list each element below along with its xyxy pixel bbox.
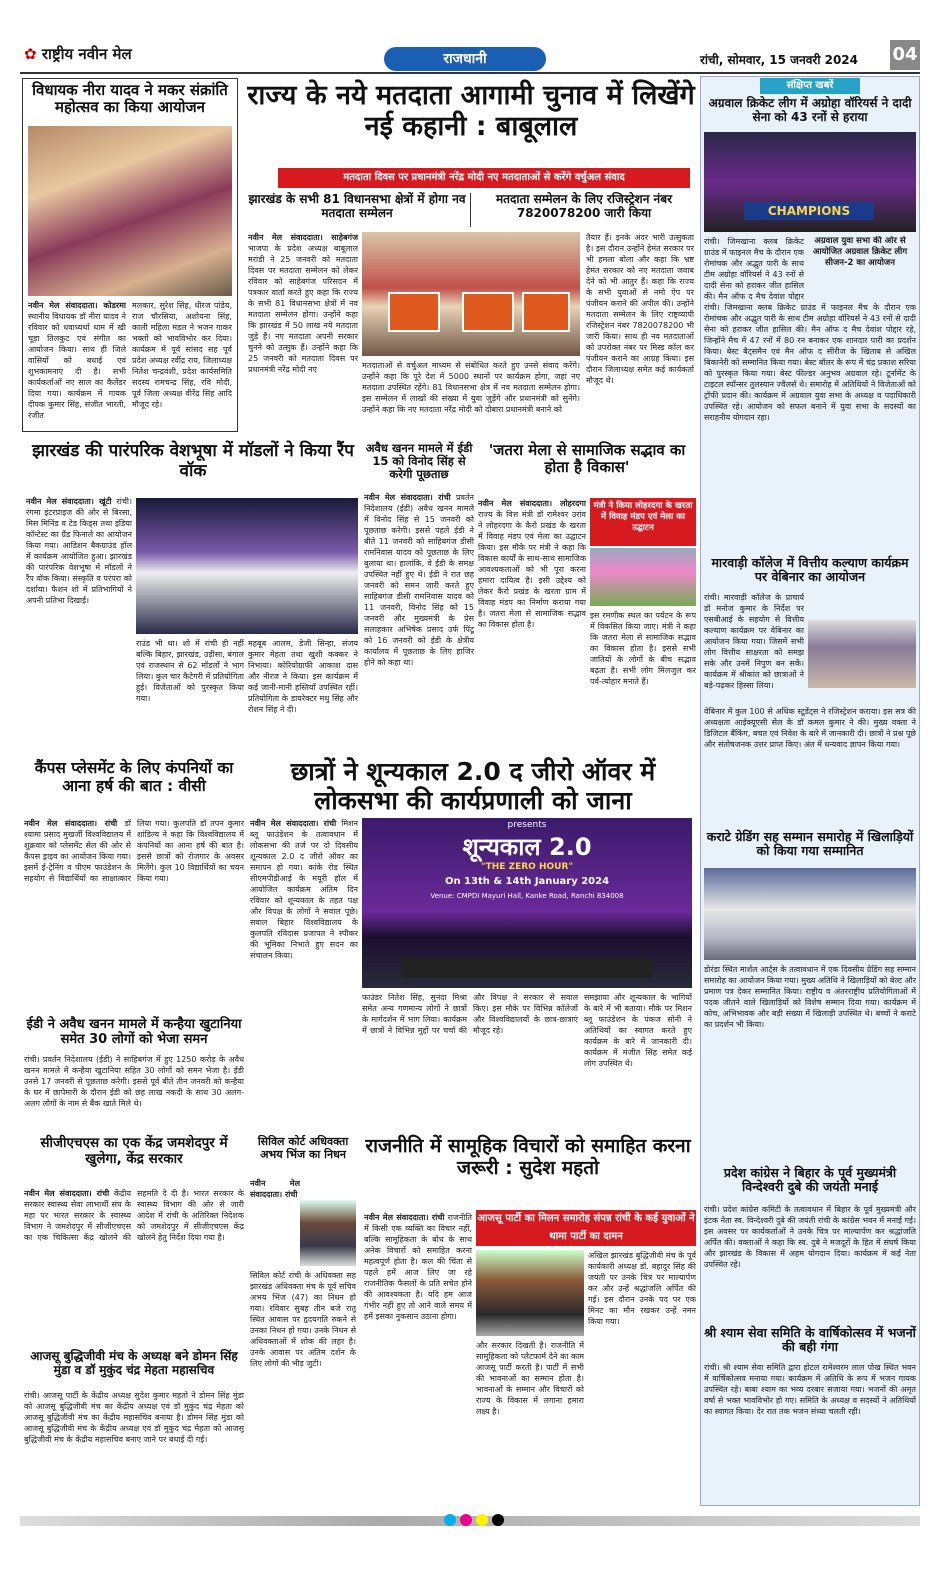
jatra-col-1 — [478, 498, 586, 750]
nira-col-2: मलकार, सुरेश सिंह, धीरज पांडेय, राज चौरसिया, अशोयना सिंह, काली महिला मंडल ने भजन गाकर भक्तों को भावविभोर कर दिया। कार्यक्रम में पूर्व सांसद सह पूर्व प्रदेश अध्यक्ष रवींद्र राय, जिलाध्यक्ष नितेश चन्द्रवंशी, प्रदेश कार्यसमिति सदस्य रामचन्द्र सिंह, रवि मोदी, पूर्व जिला अध्यक्ष वीरेंद्र सिंह आदि मौजूद रहे। — [132, 301, 232, 409]
nira-dateline: नवीन मेल संवाददाता। कोडरमा — [28, 301, 126, 310]
shunya-col-2: फाउंडर नितेश सिंह, सुनंदा मिश्रा समेत अन्य गणमान्य लोगों ने छात्रों के मार्गदर्शन में भाग लिया। कार्यक्रम में छात्रों ने विभिन्न मुद्दों पर चर्चा की और विपक्ष ने सरकार से सवाल किए। इस मौके पर विभिन्न कॉलेजों और विश्वविद्यालयों के छात्र-छात्राएं मौजूद रहे। — [362, 993, 578, 1035]
shunya-body-1: मिशन ब्लू फाउंडेशन के तत्वावधान में लोकसभा की तर्ज पर दो दिवसीय शून्यकाल 2.0 द जीरो ऑवर का समापन हो गया। कांके रोड स्थित सीएमपीडीआई के मयूरी हॉल में आयोजित कार्यक्रम अंतिम दिन रविवार को शून्यकाल के तहत पक्ष और विपक्ष के लोगों ने सवाल पूछे। सवाल बिहार विश्वविद्यालय के कुलपति रविदास प्रजापत ने स्पीकर की भूमिका निभाते हुए सदन का संचालन किया। — [250, 819, 358, 960]
cricket-photo — [704, 132, 916, 232]
nira-body-1: स्थानीय विधायक डॉ नीरा यादव ने रविवार को धवाध्यर्था धाम में खी चूड़ा तिलकुट एवं संगीत का आयोजन किया। साथ ही जिले वासियों को बधाई एवं शुभकामनाएं दी है। सभी कार्यकर्ताओं नए साल का कैलेंडर दिया गया। कार्यक्रम में गायक दीपक कुमार सिंह, संजीत भारती, रंजीत — [28, 312, 126, 420]
rajneeti-redbar: आजसू पार्टी का मिलन समारोह संपन्न रांची के कई युवाओं ने थामा पार्टी का दामन — [476, 1210, 696, 1246]
shunya-photo — [362, 818, 692, 988]
civil-photo — [300, 1200, 356, 1266]
karate-photo — [704, 868, 916, 960]
mela-body-1: रांची। रंगमा इंटरप्राइज की ओर से बिरसा, मिस मिनिंड व टेड किड्स तथा इंडिया कॉन्टेस्ट का ग्रैंड फिनाले का आयोजन किया गया। आडिशन बैकग्राउंड हॉल में कार्यक्रम आयोजित हुआ। झारखंड की पारंपरिक वेशभूषा में मॉडलों ने रैंप वॉक किया। संस्कृति व परंपरा को दर्शाया। फैशन शो में प्रतिभागियों ने अपनी प्रतिभा दिखाई। — [26, 497, 132, 605]
mela-headline: झारखंड की पारंपरिक वेशभूषा में मॉडलों ने किया रैंप वॉक — [32, 441, 354, 481]
champions-banner: CHAMPIONS — [744, 202, 874, 220]
shunya-dateline: नवीन मेल संवाददाता। रांची — [250, 819, 337, 828]
campus-body-text: डॉ श्यामा प्रसाद मुखर्जी विश्वविद्यालय में शुक्रवार को प्लेसमेंट सेल की ओर से कैंपस ड्राइव का आयोजन किया गया। इसमें ई-ट्रेनिंग व पीएम फाउंडेशन के सहयोग से विद्यार्थियों का साक्षात्कार लिया गया। कुलपति डॉ तपन कुमार शांडिल्य ने कहा कि विश्वविद्यालय में कंपनियों का आना हर्ष की बात है। इससे छात्रों को रोजगार के अवसर मिलेंगे। कुल 10 विद्यार्थियों का चयन किया गया। — [24, 819, 244, 883]
namo-placard-2 — [462, 292, 514, 332]
cgeas-headline: सीजीएचएस का एक केंद्र जमशेदपुर में खुलेगा, केंद्र सरकार — [40, 1135, 228, 1167]
lead-sub-right: मतदाता सम्मेलन के लिए रजिस्ट्रेशन नंबर 7820078200 जारी किया — [496, 192, 672, 220]
lead-redbar: मतदाता दिवस पर प्रधानमंत्री नरेंद्र मोदी नए मतदाताओं से करेंगे वर्चुअल संवाद — [278, 168, 690, 188]
mela-col-1 — [26, 496, 132, 750]
campus-headline: कैंपस प्लेसमेंट के लिए कंपनियों का आना हर्ष की बात : वीसी — [34, 759, 234, 795]
shunya-headline: छात्रों ने शून्यकाल 2.0 द जीरो ऑवर में लोकसभा की कार्यप्रणाली को जाना — [290, 757, 656, 815]
poster-subtitle: "THE ZERO HOUR" — [480, 862, 574, 872]
masthead-title: राष्ट्रीय नवीन मेल — [41, 45, 132, 63]
shunya-col-1 — [250, 818, 358, 1122]
campus-dateline: नवीन मेल संवाददाता। रांची — [24, 819, 118, 828]
jatra-headline: 'जतरा मेला से सामाजिक सद्भाव का होता है विकास' — [488, 441, 686, 477]
shyam-body: रांची। श्री श्याम सेवा समिति द्वारा होटल रामेश्वरम लाल पोख स्थित भवन में वार्षिकोत्सव मनाया गया। कार्यक्रम में अतिथि के रूप में भजन गायक उपस्थित रहे। बाबा श्याम का भव्य दरबार सजाया गया। भजनों की अमृत वर्षा से भक्त भावविभोर हो गए। समिति के अध्यक्ष व सदस्यों ने अतिथियों का स्वागत किया। देर रात तक भजन संध्या चलती रही। — [704, 1363, 916, 1416]
lead-headline: राज्य के नये मतदाता आगामी चुनाव में लिखेंगे नई कहानी : बाबूलाल — [247, 80, 695, 143]
shyam-headline: श्री श्याम सेवा समिति के वार्षिकोत्सव में भजनों की बही गंगा — [704, 1325, 916, 1355]
rajneeti-headline: राजनीति में सामूहिक विचारों को समाहित करना जरूरी : सुदेश महतो — [365, 1135, 691, 1179]
karate-body: डोरंडा स्थित मार्शल आर्ट्स के तत्वावधान में एक दिवसीय ग्रेडिंग सह सम्मान समारोह का आयोजन किया गया। मुख्य अतिथि ने खिलाड़ियों को बेल्ट और प्रमाण पत्र देकर सम्मानित किया। राष्ट्रीय व अंतरराष्ट्रीय प्रतियोगिताओं में पदक जीतने वाले खिलाड़ियों को विशेष सम्मान दिया गया। कार्यक्रम में कोच, अभिभावक और बड़ी संख्या में खिलाड़ी उपस्थित थे। बच्चों ने कराटे का प्रदर्शन भी किया। — [704, 965, 916, 1029]
jatra-col-2: इस रमणीक स्थल का पर्यटन के रूप में विकसित किया जाए। मंत्री ने कहा कि जतरा मेला से सामाजिक सद्भाव का विकास होता है। इससे सभी जातियों के लोगों के बीच सद्भाव बढ़ता है। सभी लोग मिलजुल कर पर्व-त्योहार मनाते हैं। — [590, 611, 696, 686]
poster-venue: Venue: CMPDI Mayuri Hall, Kanke Road, Ranchi 834008 — [430, 892, 624, 900]
cricket-body: रांची। जिमखाना क्लब क्रिकेट ग्राउंड में फाइनल मैच के दौरान एक रोमांचक और अद्भुत पारी के साथ टीम अग्रोहा वॉरियर्स ने 43 रनों से दादी सेना को हराकर जीत हासिल की। मैन ऑफ द मैच देवांश पोद्दार — [704, 237, 804, 301]
marwari-body-2: वेबिनार में कुल 100 से अधिक स्टूडेंट्स ने रजिस्ट्रेशन कराया। इस सत्र की अध्यक्षता आईक्यूएसी सेल के डॉ कमल कुमार ने की। मुख्य वक्ता ने डिजिटल बैंकिंग, बचत एवं निवेश के बारे में जानकारी दी। छात्रों ने प्रश्न पूछे और संतोषजनक उत्तर प्राप्त किए। अंत में धन्यवाद ज्ञापन किया गया। — [704, 707, 916, 749]
khanan-body: रांची। प्रवर्तन निदेशालय (ईडी) ने साहिबगंज में हुए 1250 करोड़ के अवैध खनन मामले में कन्हैया खुटानिया सहित 30 लोगों को समन भेजा है। ईडी उनसे 17 जनवरी से पूछताछ करेगी। इससे पूर्व बीते तीन जनवरी को कन्हैया के घर में छापेमारी के दौरान ईडी को छह लाख नकदी के साथ 30 अलग-अलग लोगों के नाम से बैंक खाते मिले थे। — [24, 1055, 244, 1108]
mela-col-3: महबूब आलम, डेजी सिन्हा, संजय कुमार मेहता तथा खुशी कक्कर ने निभाया। कोरियोग्राफी आकाश दास और नीरज ने किया। इस कार्यक्रम में कई जानी-मानी हस्तियाँ उपस्थित रहीं। प्रतियोगिता के डायरेक्टर मधु सिंह और रोशन सिंह ने दी। — [248, 639, 358, 714]
poster-title: शून्यकाल 2.0 — [462, 833, 592, 861]
lead-photo — [362, 232, 580, 356]
ed-body-text: प्रवर्तन निदेशालय (ईडी) अवैध खनन मामले में विनोद सिंह से 15 जनवरी को पूछताछ करेगी। इससे पहले ईडी ने बीते 11 जनवरी को साहिबगंज डीसी रामनिवास यादव को पूछताछ के लिए बुलाया था। हालांकि, वे ईडी के समक्ष उपस्थित नहीं हुए थे। ईडी ने रात छह जनवरी को समन जारी करते हुए साहिबगंज डीसी रामनिवास यादव को 11 जनवरी, विनोद सिंह को 15 जनवरी और मुख्यमंत्री के प्रेस सलाहकार अभिषेक प्रसाद उर्फ पिंटू को 16 जनवरी को ईडी के क्षेत्रीय कार्यालय में पूछताछ के लिए हाजिर होने को कहा था। — [364, 493, 474, 667]
karate-headline: कराटे ग्रेडिंग सह सम्मान समारोह में खिलाड़ियों को किया गया सम्मानित — [706, 829, 914, 859]
footer-dot-y — [476, 1514, 488, 1526]
masthead-logo: ✿ राष्ट्रीय नवीन मेल — [24, 45, 132, 63]
vinde-headline: प्रदेश कांग्रेस ने बिहार के पूर्व मुख्यमंत्री विन्देश्वरी दुबे की जयंती मनाई — [723, 1165, 897, 1195]
footer-dot-m — [460, 1514, 472, 1526]
ajsu-headline: आजसू बुद्धिजीवी मंच के अध्यक्ष बने डोमन सिंह मुंडा व डॉ मुकुंद चंद्र मेहता महासचिव — [30, 1349, 238, 1377]
lead-body-a: भाजपा के प्रदेश अध्यक्ष बाबूलाल मरांडी ने 25 जनवरी को मतदाता दिवस पर मतदाता सम्मेलन को लेकर रविवार को साहेबगंज परिसदन में पत्रकार वार्ता करते हुए कहा कि राज्य के सभी 81 विधानसभा क्षेत्रों में नव मतदाता सम्मेलन होगा। उन्होंने कहा कि झारखंड में 50 लाख नये मतदाता जुड़े हैं। नए मतदाता अपनी सरकार चुनने को उत्सुक हैं। उन्होंने कहा कि 25 जनवरी को मतदाता दिवस पर प्रधानमंत्री नरेंद्र मोदी नए — [248, 244, 358, 374]
cgeas-body-text: केंद्रीय सरकार स्वास्थ्य सेवा लाभार्थी संघ के महा पर भारत सरकार के स्वास्थ्य विभाग ने जमशेदपुर में सीजीएचएस का एक चिकित्सा केंद्र खोलने की सहमति दे दी है। भारत सरकार के स्वास्थ्य विभाग की ओर से जारी आदेश में रांची के अतिरिक्त निदेशक को जमशेदपुर में सीजीएचएस केंद्र खोलने हेतु निर्देश दिया गया है। — [24, 1189, 244, 1242]
lead-col-1 — [248, 232, 358, 442]
cricket-body-cont: रांची। जिमखाना क्लब क्रिकेट ग्राउंड में फाइनल मैच के दौरान एक रोमांचक और अद्भुत पारी के साथ टीम अग्रोहा वॉरियर्स ने 43 रनों से दादी सेना को हराकर जीत हासिल की। मैन ऑफ द मैच देवांश पोद्दार रहे, जिन्होंने मैच में 47 रनों में 80 रन बनाकर एक शानदार पारी का प्रदर्शन किया। बेस्ट बैट्समैन एवं मैन ऑफ द सीरीज के खिताब से अखिल बिकानेरी को सम्मानित किया गया। बेस्ट बॉलर के रूप में चंद्र प्रकाश सरिया को पुरस्कृत किया गया। बेस्ट फील्डर अनुभव अग्रवाल रहे। टूर्नामेंट के टाइटल स्पॉन्सर तुलस्यान ज्वैलर्स थे। समारोह में अतिथियों ने विजेताओं को ट्रॉफी प्रदान की। कार्यक्रम में अग्रवाल युवा सभा के अध्यक्ष व पदाधिकारी उपस्थित रहे। आयोजन को सफल बनाने में युवा सभा के सदस्यों का सराहनीय योगदान रहा। — [704, 303, 916, 422]
page-number: 04 — [890, 40, 920, 70]
sankshipt-headline: अग्रवाल क्रिकेट लीग में अग्रोहा वॉरियर्स ने दादी सेना को 43 रनों से हराया — [708, 96, 912, 124]
rajneeti-col-1 — [364, 1212, 472, 1508]
lead-col-2: मतदाताओं से वर्चुअल माध्यम से संबोधित करते हुए उनसे संवाद करेंगे। उन्होंने कहा कि पूरे देश में 5000 स्थानों पर कार्यक्रम होगा, जहां नए मतदाता उपस्थित रहेंगे। 81 विधानसभा क्षेत्र में नव मतदाता सम्मेलन होगा। इस सम्मेलन में लाखों की संख्या में युवा जुड़ेंगे और प्रधानमंत्री को सुनेंगे। उन्होंने कहा कि नए मतदाता नरेंद्र मोदी को दोबारा प्रधानमंत्री बनाने को — [362, 361, 580, 414]
jatra-photo — [590, 548, 696, 606]
issue-dateline: रांची, सोमवार, 15 जनवरी 2024 — [700, 53, 859, 67]
stage-table — [402, 958, 652, 978]
lead-sub-divider — [470, 193, 471, 227]
shunya-col-3: समझाया और शून्यकाल के भागियों के बारे में भी बताया। मौके पर मिशन ब्लू फाउंडेशन के पंकज सोनी ने अतिथियों का स्वागत करते हुए कार्यक्रम के बारे में जानकारी दी। कार्यक्रम में मंजीत सिंह समेत कई लोग उपस्थित थे। — [584, 993, 692, 1068]
poster-date: On 13th & 14th January 2024 — [444, 876, 610, 887]
campus-body — [24, 818, 244, 1014]
rajneeti-body-1: राजनीति में किसी एक व्यक्ति का विचार नहीं, बल्कि सामूहिकता के बोध के साथ अनेक विचारों को समाहित करना महत्वपूर्ण होता है। कल की चिंता से पहले हमें आज लिए जा रहे राजनीतिक फैसलों के प्रति सचेत होने की आवश्यकता है। यदि हम आज गंभीर नहीं हुए तो आने वाले समय में हमें इसका नुकसान उठाना होगा। — [364, 1213, 472, 1321]
jatra-body: राज्य के वित्त मंत्री डॉ रामेश्वर उरांव ने लोहरदगा के कैरो प्रखंड के खरता में विवाह मंडप एवं मेला का उद्घाटन किया। इस मौके पर मंत्री ने कहा कि विकास कार्यों के साथ-साथ सामाजिक आवश्यकताओं को भी पूरा करना हमारा दायित्व है। इसी उद्देश्य को लेकर कैरो प्रखंड के खरता ग्राम में विवाह मंडप का निर्माण कराया गया है। जतरा मेला से सामाजिक सद्भाव का विकास होता है। — [478, 510, 586, 629]
ed-headline: अवैध खनन मामले में ईडी 15 को विनोद सिंह से करेगी पूछताछ — [365, 441, 473, 482]
cricket-caption: अग्रवाल युवा सभा की ओर से आयोजित अग्रवाल क्रिकेट लीग सीजन-2 का आयोजन — [812, 236, 908, 268]
marwari-headline: मारवाड़ी कॉलेज में वित्तीय कल्याण कार्यक्रम पर वेबिनार का आयोजन — [711, 555, 909, 585]
footer-dot-c — [444, 1514, 456, 1526]
sankshipt-label: संक्षिप्त खबरें — [760, 78, 860, 94]
nira-photo — [28, 126, 232, 296]
ed-body — [364, 492, 474, 750]
mela-dateline: नवीन मेल संवाददाता। खूंटी — [26, 497, 112, 506]
lead-sub-left: झारखंड के सभी 81 विधानसभा क्षेत्रों में होगा नव मतदाता सम्मेलन — [248, 192, 466, 220]
poster-presents: presents — [507, 820, 547, 830]
civil-headline: सिविल कोर्ट अधिवक्ता अभय भिंज का निधन — [257, 1135, 349, 1161]
ed-dateline: नवीन मेल संवाददाता। रांची — [364, 493, 451, 502]
nira-col-1 — [28, 300, 126, 428]
namo-placard — [388, 292, 440, 332]
civil-body: सिविल कोर्ट रांची के अधिवक्ता सह झारखंड अधिवक्ता मंच के पूर्व सचिव अभय भिंज (47) का निधन हो गया। रविवार सुबह तीन बजे रातू स्थित आवास पर हृदयगति रुकने से उनका निधन हो गया। उनके निधन से अधिवक्ताओं में शोक की लहर है। उनके आवास पर अंतिम दर्शन के लिए लोगों की भीड़ जुटी। — [250, 1271, 356, 1368]
mela-photo — [136, 498, 358, 634]
marwari-photo — [808, 620, 916, 688]
ajsu-body: रांची। आजसू पार्टी के केंद्रीय अध्यक्ष सुदेश कुमार महतो ने डोमन सिंह मुंडा को आजसू बुद्धिजीवी मंच का केंद्रीय अध्यक्ष एवं डॉ मुकुंद चंद्र मेहता को आजसू बुद्धिजीवी मंच का केंद्रीय महासचिव बनाया है। डोमन सिंह मुंडा को आजसू बुद्धिजीवी मंच के केंद्रीय अध्यक्ष एवं डॉ मुकुंद चंद्र मेहता को आजसू बुद्धिजीवी मंच के केंद्रीय महासचिव बनाए जाने पर बधाई दी गई। — [24, 1391, 244, 1444]
footer-dot-k — [492, 1514, 504, 1526]
cgeas-body — [24, 1188, 244, 1346]
namo-placard-3 — [522, 292, 570, 332]
rajneeti-col-2: और सरकार दिखती है। राजनीति में सामूहिकता को प्लेटफार्म देने का काम आजसू पार्टी करती है। पार्टी में सभी की भावनाओं का सम्मान होता है। भावनाओं के सम्मान और विचारों को राज्य के विकास में लगाना हमारा लक्ष्य है। — [476, 1341, 584, 1416]
khanan-headline: ईडी ने अवैध खनन मामले में कन्हैया खुटानिया समेत 30 लोगों को भेजा समन — [26, 1017, 242, 1047]
civil-dateline: नवीन मेल संवाददाता। रांची — [250, 1179, 300, 1199]
rajneeti-dateline: नवीन मेल संवाददाता। रांची — [364, 1213, 445, 1222]
section-label: राजधानी — [384, 47, 546, 71]
sudesh-photo — [476, 1250, 584, 1336]
vinde-body: रांची। प्रदेश कांग्रेस कमिटी के तत्वावधान में बिहार के पूर्व मुख्यमंत्री और इंटक नेता स्व. विन्देश्वरी दुबे की जयंती रांची के कांग्रेस भवन में मनाई गई। इस अवसर पर कार्यकर्ताओं ने उनके चित्र पर माल्यार्पण कर श्रद्धांजलि अर्पित की। वक्ताओं ने कहा कि स्व. दुबे ने मजदूरों के हित में संघर्ष किया और झारखंड के विकास में अहम योगदान दिया। कार्यक्रम में कई नेता उपस्थित रहे। — [704, 1205, 916, 1269]
nira-headline: विधायक नीरा यादव ने मकर संक्रांति महोत्सव का किया आयोजन — [32, 81, 228, 117]
mela-col-2: राउंड भी था। शो में रांची ही नहीं बल्कि बिहार, झारखंड, उड़ीसा, बंगाल एवं राजस्थान से 62 मॉडलों ने भाग लिया। कुल चार कैटेगरी में प्रतियोगिता हुई। विजेताओं को पुरस्कृत किया गया। — [136, 639, 244, 703]
lead-dateline: नवीन मेल संवाददाता। साहेबगंज — [248, 233, 358, 242]
lead-col-3: तैयार हैं। इनके अंदर भारी उत्सुकता है। इस दौरान उन्होंने हेमंत सरकार पर भी हमला बोला और कहा कि भ्रष्ट हेमंत सरकार को नए मतदाता जवाब देने को भी आतुर हैं। कहा कि राज्य के सभी युवाओं से नमो ऐप पर पंजीयन कराने की अपील की। उन्होंने मतदाता सम्मेलन के लिए राष्ट्रव्यापी रजिस्ट्रेशन नंबर 7820078200 भी जारी किया। साथ ही नव मतदाताओं को उपरोक्त नंबर पर मिस्ड कॉल कर पंजीयन कराने का आग्रह किया। इस दौरान जिलाध्यक्ष समेत कई कार्यकर्ता मौजूद थे। — [586, 233, 694, 385]
marwari-body-1: रांची। मारवाड़ी कॉलेज के प्राचार्य डॉ मनोज कुमार के निर्देश पर एसबीआई के सहयोग से वित्तीय कल्याण कार्यक्रम पर वेबिनार का आयोजन किया गया। जिसमें सभी लोग वित्तीय साक्षरता को समझ सके और उनमें निपुण बन सकें। कार्यक्रम में श्रीकांत को छात्राओं ने बड़े-पढ़कर हिस्सा लिया। — [704, 593, 804, 690]
jatra-redbox: मंत्री ने किया लोहरदगा के खरता में विवाह मंडप एवं मेला का उद्घाटन — [590, 498, 696, 546]
cgeas-dateline: नवीन मेल संवाददाता। रांची — [24, 1189, 110, 1198]
jatra-dateline: नवीन मेल संवाददाता। लोहरदगा — [478, 499, 586, 508]
rajneeti-col-3: अखिल झारखंड बुद्धिजीवी मंच के पूर्व कार्यकारी अध्यक्ष डॉ. बहादुर सिंह की जयंती पर उनके चित्र पर माल्यार्पण कर और उन्हें श्रद्धांजलि अर्पित की गई। इस दौरान उनके पद पर एक मिनट का मौन रखकर उन्हें नमन किया गया। — [588, 1251, 696, 1326]
